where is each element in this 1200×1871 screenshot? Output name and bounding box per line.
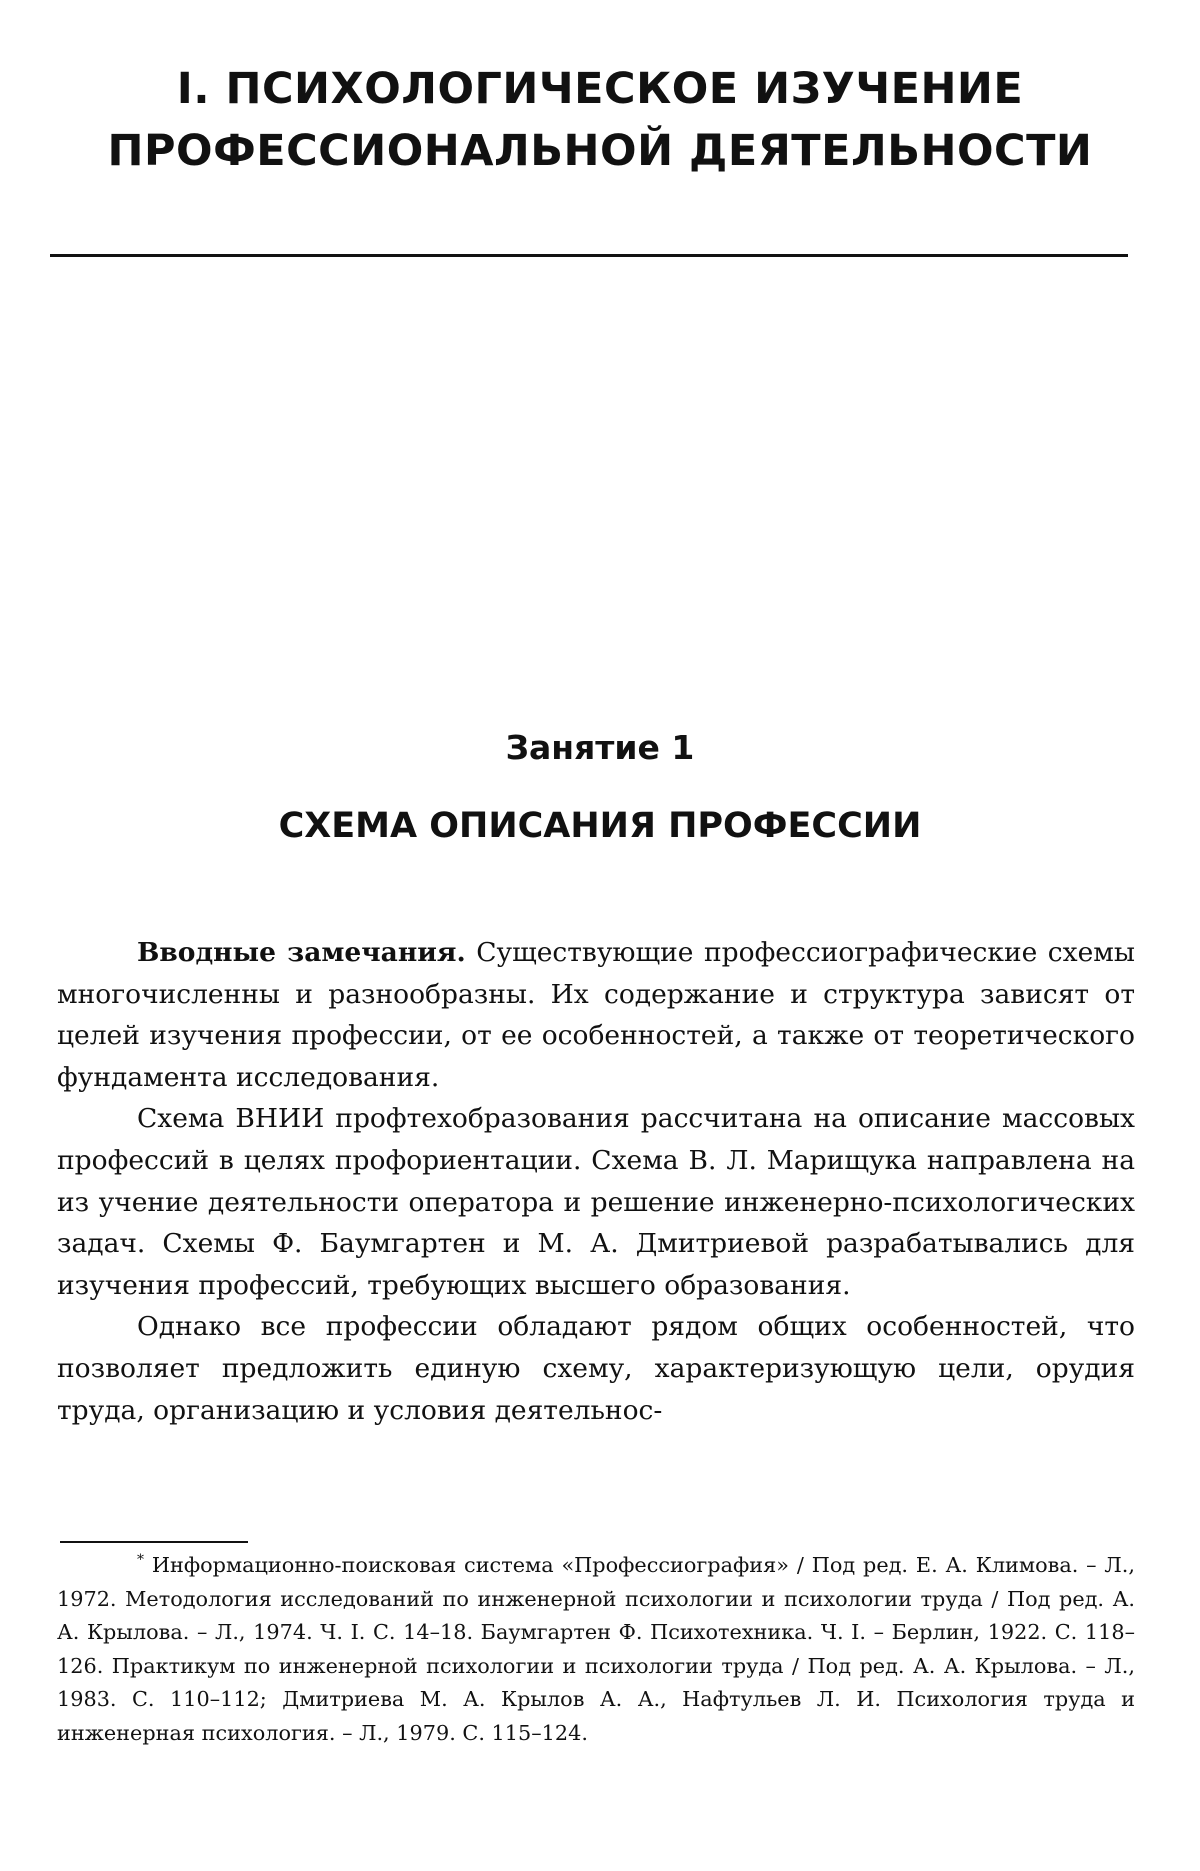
paragraph-intro bbox=[57, 932, 1135, 1098]
part-title-line-1: I. ПСИХОЛОГИЧЕСКОЕ ИЗУЧЕНИЕ bbox=[176, 64, 1024, 114]
part-title-line-2: ПРОФЕССИОНАЛЬНОЙ ДЕЯТЕЛЬНОСТИ bbox=[107, 126, 1093, 176]
paragraph-intro-lead: Вводные замечания. bbox=[137, 937, 466, 968]
paragraph-common-features: Однако все профессии обладают рядом общих особенностей, что позволяет предложить единую схему, характеризующую цели, орудия труда, организацию и условия деятельнос- bbox=[57, 1311, 1135, 1426]
paragraph-schemes: Схема ВНИИ профтехобразования рассчитана на описание массовых профессий в целях профориентации. Схема В. Л. Марищука направлена на из учение деятельности оператора и решение инженерно-психологических задач. Схемы Ф. Баумгартен и М. А. Дмитриевой разрабатывались для изучения профессий, требующих высшего образования. bbox=[57, 1103, 1135, 1301]
part-title bbox=[60, 58, 1140, 182]
paragraph-intro-text: Существующие профессиографические схемы многочисленны и разнообразны. Их содержание и структура зависят от целей изучения профессии, от ее особенностей, а также от теоретического фундамента исследования. bbox=[57, 937, 1135, 1093]
footnote bbox=[57, 1544, 1135, 1750]
lesson-label: Занятие 1 bbox=[505, 728, 695, 767]
body-text bbox=[57, 932, 1135, 1431]
lesson-title: СХЕМА ОПИСАНИЯ ПРОФЕССИИ bbox=[278, 806, 922, 846]
footnote-mark: * bbox=[137, 1552, 144, 1568]
footnote-text: Информационно-поисковая система «Профессиография» / Под ред. Е. А. Климова. – Л., 1972. Методология исследований по инженерной психологии и психологии труда / Под ред. А. А. Крылова. – Л., 1974. Ч. I. С. 14–18. Баумгартен Ф. Психотехника. Ч. I. – Берлин, 1922. С. 118–126. Практикум по инженерной психологии и психологии труда / Под ред. А. А. Крылова. – Л., 1983. С. 110–112; Дмитриева М. А. Крылов А. А., Нафтульев Л. И. Психология труда и инженерная психология. – Л., 1979. С. 115–124. bbox=[57, 1552, 1135, 1745]
title-divider bbox=[50, 254, 1128, 257]
footnote-divider bbox=[60, 1541, 248, 1543]
